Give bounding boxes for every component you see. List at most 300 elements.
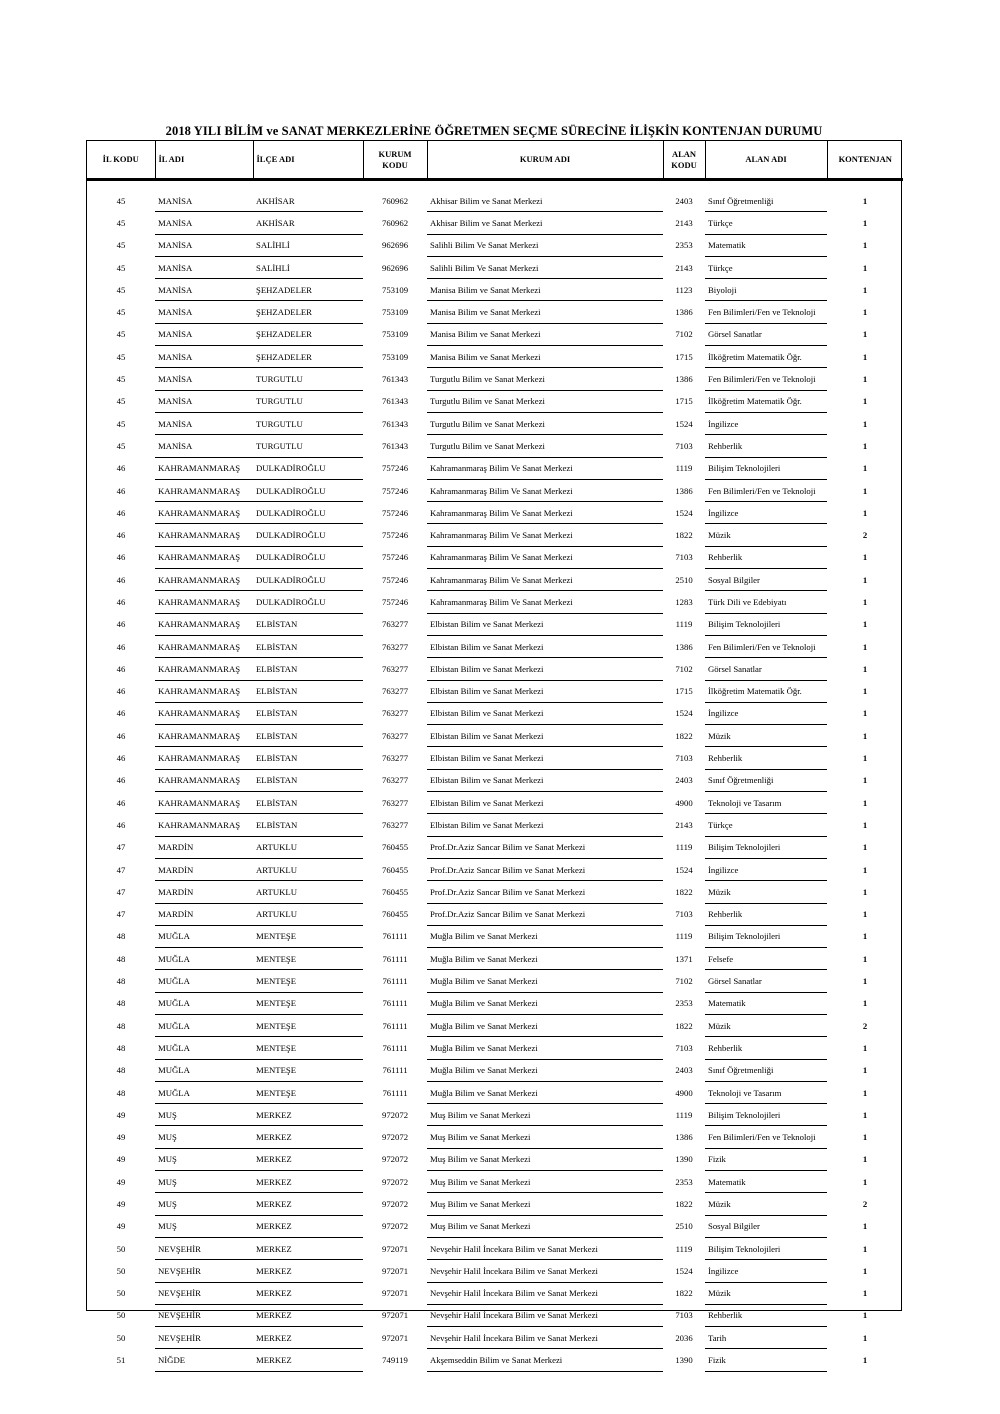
cell-alan-adi: Müzik	[705, 524, 827, 546]
cell-kurum-kodu: 972071	[381, 1265, 409, 1276]
cell-il-adi: KAHRAMANMARAŞ	[155, 457, 253, 479]
cell-ilce-adi: MENTEŞE	[253, 970, 363, 992]
cell-alan-kodu: 1119	[675, 619, 693, 630]
cell-alan-kodu: 1822	[675, 1199, 693, 1209]
cell-il-adi: MUŞ	[155, 1148, 253, 1170]
cell-kontenjan: 1	[862, 775, 868, 786]
cell-alan-kodu: 1119	[675, 842, 693, 853]
cell-kurum-adi: Akhisar Bilim ve Sanat Merkezi	[427, 212, 663, 234]
table-row	[87, 1059, 903, 1081]
cell-kurum-adi: Kahramanmaraş Bilim Ve Sanat Merkezi	[427, 569, 663, 591]
cell-kontenjan: 1	[862, 1310, 868, 1321]
cell-il-adi: MANİSA	[155, 390, 253, 412]
cell-kurum-adi: Muğla Bilim ve Sanat Merkezi	[427, 1014, 663, 1036]
cell-alan-adi: Rehberlik	[705, 435, 827, 457]
cell-il-kodu: 47	[116, 909, 126, 920]
table-row	[87, 725, 903, 747]
cell-il-kodu: 50	[116, 1332, 126, 1343]
table-row	[87, 346, 903, 368]
cell-kontenjan: 1	[862, 284, 868, 295]
cell-il-adi: KAHRAMANMARAŞ	[155, 658, 253, 680]
cell-kurum-adi: Akhisar Bilim ve Sanat Merkezi	[427, 190, 663, 212]
cell-alan-adi: İngilizce	[705, 858, 827, 880]
cell-kurum-kodu: 757246	[381, 463, 409, 474]
cell-ilce-adi: ELBİSTAN	[253, 814, 363, 836]
cell-alan-adi: İngilizce	[705, 702, 827, 724]
cell-kurum-adi: Elbistan Bilim ve Sanat Merkezi	[427, 702, 663, 724]
cell-il-kodu: 46	[116, 574, 126, 585]
table-row	[87, 1081, 903, 1103]
cell-kontenjan: 1	[862, 886, 868, 897]
cell-kurum-adi: Turgutlu Bilim ve Sanat Merkezi	[427, 368, 663, 390]
cell-kontenjan: 1	[862, 262, 868, 273]
cell-kurum-kodu: 763277	[381, 686, 409, 697]
cell-il-adi: KAHRAMANMARAŞ	[155, 569, 253, 591]
cell-il-adi: KAHRAMANMARAŞ	[155, 769, 253, 791]
cell-alan-kodu: 2353	[675, 1176, 693, 1187]
cell-kontenjan: 1	[862, 976, 868, 987]
cell-kurum-kodu: 972072	[381, 1154, 409, 1165]
cell-alan-adi: Fen Bilimleri/Fen ve Teknoloji	[705, 635, 827, 657]
cell-kurum-kodu: 763277	[381, 797, 409, 808]
table-row	[87, 524, 903, 546]
table-row	[87, 368, 903, 390]
cell-il-kodu: 50	[116, 1288, 126, 1299]
table-body	[87, 180, 903, 1372]
cell-ilce-adi: ŞEHZADELER	[253, 279, 363, 301]
cell-ilce-adi: ELBİSTAN	[253, 702, 363, 724]
cell-il-kodu: 45	[116, 284, 126, 295]
table-row	[87, 279, 903, 301]
table-row	[87, 881, 903, 903]
cell-kontenjan: 1	[862, 708, 868, 719]
header-il-kodu: İL KODU	[87, 141, 155, 180]
cell-il-kodu: 45	[116, 374, 126, 385]
header-kurum-adi: KURUM ADI	[427, 141, 663, 180]
cell-kurum-kodu: 972071	[381, 1288, 409, 1299]
cell-kontenjan: 1	[862, 730, 868, 741]
cell-il-kodu: 49	[116, 1176, 126, 1187]
cell-il-adi: KAHRAMANMARAŞ	[155, 635, 253, 657]
cell-ilce-adi: MERKEZ	[253, 1126, 363, 1148]
cell-il-adi: MUĞLA	[155, 1059, 253, 1081]
cell-il-kodu: 46	[116, 507, 126, 518]
cell-kurum-adi: Prof.Dr.Aziz Sancar Bilim ve Sanat Merkezi	[427, 836, 663, 858]
cell-il-adi: KAHRAMANMARAŞ	[155, 479, 253, 501]
cell-kurum-kodu: 761111	[382, 976, 408, 987]
cell-ilce-adi: DULKADİROĞLU	[253, 502, 363, 524]
cell-il-kodu: 50	[116, 1310, 126, 1321]
cell-il-adi: MUĞLA	[155, 925, 253, 947]
cell-kontenjan: 2	[862, 530, 868, 541]
cell-kurum-kodu: 761343	[381, 396, 409, 407]
cell-kontenjan: 2	[862, 1199, 868, 1209]
cell-il-adi: MUŞ	[155, 1104, 253, 1126]
cell-ilce-adi: ARTUKLU	[253, 836, 363, 858]
cell-alan-kodu: 2353	[675, 998, 693, 1009]
cell-alan-kodu: 1386	[675, 374, 693, 385]
cell-il-adi: KAHRAMANMARAŞ	[155, 702, 253, 724]
cell-il-kodu: 45	[116, 440, 126, 451]
cell-ilce-adi: MERKEZ	[253, 1304, 363, 1326]
table-row	[87, 1215, 903, 1237]
cell-kurum-adi: Muğla Bilim ve Sanat Merkezi	[427, 970, 663, 992]
cell-il-adi: NİĞDE	[155, 1349, 253, 1371]
cell-kontenjan: 1	[862, 329, 868, 340]
table-row	[87, 1327, 903, 1349]
cell-kontenjan: 1	[862, 1154, 868, 1165]
cell-kurum-adi: Akşemseddin Bilim ve Sanat Merkezi	[427, 1349, 663, 1371]
cell-kontenjan: 1	[862, 909, 868, 920]
cell-kontenjan: 1	[862, 463, 868, 474]
cell-kurum-adi: Nevşehir Halil İncekara Bilim ve Sanat Merkezi	[427, 1327, 663, 1349]
cell-ilce-adi: ELBİSTAN	[253, 680, 363, 702]
cell-il-adi: MUŞ	[155, 1215, 253, 1237]
cell-alan-kodu: 7103	[675, 440, 693, 451]
cell-kurum-kodu: 763277	[381, 641, 409, 652]
cell-il-adi: KAHRAMANMARAŞ	[155, 591, 253, 613]
cell-kurum-kodu: 760455	[381, 909, 409, 920]
cell-kontenjan: 1	[862, 998, 868, 1009]
cell-kurum-adi: Kahramanmaraş Bilim Ve Sanat Merkezi	[427, 457, 663, 479]
table-row	[87, 680, 903, 702]
table-row	[87, 1282, 903, 1304]
cell-kurum-kodu: 761343	[381, 374, 409, 385]
cell-alan-adi: Felsefe	[705, 948, 827, 970]
cell-ilce-adi: SALİHLİ	[253, 234, 363, 256]
cell-il-adi: MUŞ	[155, 1171, 253, 1193]
table-row	[87, 234, 903, 256]
cell-il-adi: KAHRAMANMARAŞ	[155, 502, 253, 524]
cell-ilce-adi: MENTEŞE	[253, 925, 363, 947]
cell-il-adi: MANİSA	[155, 368, 253, 390]
cell-alan-kodu: 2143	[675, 819, 693, 830]
header-row	[87, 141, 903, 180]
cell-alan-adi: Matematik	[705, 1171, 827, 1193]
cell-alan-adi: Müzik	[705, 1193, 827, 1215]
cell-alan-kodu: 7103	[675, 909, 693, 920]
table-row	[87, 903, 903, 925]
cell-alan-adi: Biyoloji	[705, 279, 827, 301]
cell-alan-kodu: 1390	[675, 1154, 693, 1165]
table-row	[87, 658, 903, 680]
table-row	[87, 390, 903, 412]
cell-kurum-kodu: 962696	[381, 262, 409, 273]
cell-il-kodu: 46	[116, 753, 126, 764]
table-row	[87, 412, 903, 434]
cell-alan-kodu: 1822	[675, 730, 693, 741]
cell-alan-kodu: 4900	[675, 1087, 693, 1098]
cell-ilce-adi: ELBİSTAN	[253, 792, 363, 814]
cell-il-adi: MANİSA	[155, 301, 253, 323]
cell-kontenjan: 1	[862, 663, 868, 674]
cell-kurum-kodu: 761111	[382, 953, 408, 964]
cell-il-kodu: 46	[116, 552, 126, 563]
table-row	[87, 702, 903, 724]
cell-ilce-adi: ŞEHZADELER	[253, 346, 363, 368]
cell-il-adi: MANİSA	[155, 346, 253, 368]
cell-il-kodu: 46	[116, 463, 126, 474]
table-row	[87, 948, 903, 970]
cell-kurum-adi: Muğla Bilim ve Sanat Merkezi	[427, 1037, 663, 1059]
cell-kurum-adi: Turgutlu Bilim ve Sanat Merkezi	[427, 435, 663, 457]
table-row	[87, 457, 903, 479]
cell-alan-adi: İngilizce	[705, 1260, 827, 1282]
cell-kontenjan: 1	[862, 819, 868, 830]
cell-ilce-adi: MENTEŞE	[253, 1014, 363, 1036]
cell-il-adi: MANİSA	[155, 190, 253, 212]
table-row	[87, 836, 903, 858]
cell-il-kodu: 48	[116, 998, 126, 1009]
cell-kurum-kodu: 761111	[382, 1065, 408, 1076]
cell-ilce-adi: ELBİSTAN	[253, 747, 363, 769]
cell-kontenjan: 1	[862, 596, 868, 607]
table-row	[87, 502, 903, 524]
cell-il-kodu: 46	[116, 730, 126, 741]
cell-kurum-kodu: 760962	[381, 217, 409, 228]
cell-kurum-kodu: 760455	[381, 864, 409, 875]
cell-alan-adi: Bilişim Teknolojileri	[705, 925, 827, 947]
cell-kurum-adi: Elbistan Bilim ve Sanat Merkezi	[427, 814, 663, 836]
cell-alan-kodu: 1822	[675, 530, 693, 541]
cell-alan-adi: İngilizce	[705, 502, 827, 524]
cell-kurum-kodu: 972072	[381, 1132, 409, 1143]
cell-kurum-kodu: 972072	[381, 1221, 409, 1232]
cell-il-kodu: 48	[116, 1042, 126, 1053]
table-row	[87, 546, 903, 568]
table-header	[87, 141, 903, 180]
cell-alan-kodu: 7103	[675, 552, 693, 563]
cell-kontenjan: 1	[862, 1243, 868, 1254]
cell-il-kodu: 46	[116, 775, 126, 786]
table-row	[87, 747, 903, 769]
cell-il-kodu: 46	[116, 663, 126, 674]
cell-il-kodu: 46	[116, 619, 126, 630]
cell-alan-kodu: 1386	[675, 485, 693, 496]
cell-kurum-kodu: 757246	[381, 552, 409, 563]
cell-kurum-adi: Manisa Bilim ve Sanat Merkezi	[427, 301, 663, 323]
cell-kontenjan: 1	[862, 1087, 868, 1098]
cell-alan-kodu: 2403	[675, 1065, 693, 1076]
cell-kurum-adi: Elbistan Bilim ve Sanat Merkezi	[427, 613, 663, 635]
cell-il-adi: MUŞ	[155, 1126, 253, 1148]
cell-il-kodu: 48	[116, 976, 126, 987]
cell-kurum-kodu: 972071	[381, 1243, 409, 1254]
cell-alan-adi: Rehberlik	[705, 747, 827, 769]
cell-alan-adi: Görsel Sanatlar	[705, 970, 827, 992]
cell-ilce-adi: ARTUKLU	[253, 881, 363, 903]
table-row	[87, 256, 903, 278]
table-row	[87, 1349, 903, 1371]
cell-alan-adi: İngilizce	[705, 412, 827, 434]
cell-kurum-adi: Muş Bilim ve Sanat Merkezi	[427, 1126, 663, 1148]
cell-kurum-kodu: 757246	[381, 574, 409, 585]
cell-kurum-kodu: 757246	[381, 596, 409, 607]
cell-il-adi: MUĞLA	[155, 1037, 253, 1059]
cell-ilce-adi: MERKEZ	[253, 1193, 363, 1215]
quota-table-frame	[86, 140, 902, 1366]
cell-kurum-kodu: 972072	[381, 1199, 409, 1209]
cell-kontenjan: 1	[862, 931, 868, 942]
cell-kurum-adi: Nevşehir Halil İncekara Bilim ve Sanat Merkezi	[427, 1237, 663, 1259]
header-kontenjan: KONTENJAN	[827, 141, 903, 180]
table-row	[87, 190, 903, 212]
table-row	[87, 1171, 903, 1193]
cell-kurum-adi: Elbistan Bilim ve Sanat Merkezi	[427, 792, 663, 814]
cell-kurum-kodu: 763277	[381, 753, 409, 764]
cell-il-kodu: 49	[116, 1109, 126, 1120]
quota-table	[87, 141, 903, 1372]
cell-il-adi: MARDİN	[155, 836, 253, 858]
cell-kontenjan: 1	[862, 485, 868, 496]
cell-alan-adi: Fen Bilimleri/Fen ve Teknoloji	[705, 368, 827, 390]
cell-alan-kodu: 1119	[675, 463, 693, 474]
cell-alan-adi: Görsel Sanatlar	[705, 658, 827, 680]
cell-kurum-kodu: 761343	[381, 440, 409, 451]
cell-il-kodu: 48	[116, 1065, 126, 1076]
cell-alan-adi: Tarih	[705, 1327, 827, 1349]
cell-kurum-kodu: 763277	[381, 708, 409, 719]
cell-alan-adi: Matematik	[705, 992, 827, 1014]
cell-il-kodu: 46	[116, 819, 126, 830]
cell-alan-adi: İlköğretim Matematik Öğr.	[705, 680, 827, 702]
cell-alan-adi: Sınıf Öğretmenliği	[705, 1059, 827, 1081]
cell-ilce-adi: DULKADİROĞLU	[253, 479, 363, 501]
cell-alan-adi: Rehberlik	[705, 1304, 827, 1326]
cell-kurum-kodu: 760455	[381, 842, 409, 853]
header-alan-adi: ALAN ADI	[705, 141, 827, 180]
cell-alan-adi: Bilişim Teknolojileri	[705, 613, 827, 635]
cell-il-kodu: 46	[116, 641, 126, 652]
cell-kurum-adi: Muş Bilim ve Sanat Merkezi	[427, 1171, 663, 1193]
cell-kontenjan: 1	[862, 240, 868, 251]
cell-il-kodu: 46	[116, 686, 126, 697]
cell-ilce-adi: ELBİSTAN	[253, 613, 363, 635]
cell-kurum-adi: Elbistan Bilim ve Sanat Merkezi	[427, 635, 663, 657]
cell-il-kodu: 45	[116, 418, 126, 429]
cell-kurum-adi: Nevşehir Halil İncekara Bilim ve Sanat Merkezi	[427, 1260, 663, 1282]
cell-il-kodu: 48	[116, 1087, 126, 1098]
cell-kurum-adi: Prof.Dr.Aziz Sancar Bilim ve Sanat Merkezi	[427, 881, 663, 903]
cell-ilce-adi: MERKEZ	[253, 1327, 363, 1349]
cell-il-kodu: 46	[116, 530, 126, 541]
cell-ilce-adi: DULKADİROĞLU	[253, 457, 363, 479]
cell-ilce-adi: AKHİSAR	[253, 212, 363, 234]
table-row	[87, 591, 903, 613]
cell-kurum-kodu: 760455	[381, 886, 409, 897]
cell-kurum-adi: Kahramanmaraş Bilim Ve Sanat Merkezi	[427, 502, 663, 524]
cell-kontenjan: 1	[862, 1355, 868, 1366]
cell-alan-kodu: 7102	[675, 663, 693, 674]
cell-alan-adi: Bilişim Teknolojileri	[705, 836, 827, 858]
cell-kurum-adi: Nevşehir Halil İncekara Bilim ve Sanat Merkezi	[427, 1304, 663, 1326]
header-kurum-kodu-line2: KODU	[382, 159, 408, 170]
cell-il-adi: NEVŞEHİR	[155, 1327, 253, 1349]
cell-kurum-kodu: 972071	[381, 1332, 409, 1343]
cell-il-adi: MANİSA	[155, 323, 253, 345]
cell-kontenjan: 1	[862, 374, 868, 385]
cell-il-adi: KAHRAMANMARAŞ	[155, 613, 253, 635]
table-row	[87, 635, 903, 657]
cell-il-adi: KAHRAMANMARAŞ	[155, 524, 253, 546]
cell-alan-adi: Bilişim Teknolojileri	[705, 457, 827, 479]
cell-alan-adi: Rehberlik	[705, 1037, 827, 1059]
cell-kurum-adi: Muş Bilim ve Sanat Merkezi	[427, 1104, 663, 1126]
cell-alan-kodu: 1822	[675, 1020, 693, 1031]
cell-alan-kodu: 1119	[675, 1243, 693, 1254]
cell-ilce-adi: TURGUTLU	[253, 390, 363, 412]
cell-ilce-adi: DULKADİROĞLU	[253, 546, 363, 568]
cell-il-adi: MUĞLA	[155, 970, 253, 992]
cell-kurum-kodu: 761111	[382, 1020, 408, 1031]
cell-ilce-adi: ELBİSTAN	[253, 635, 363, 657]
cell-kurum-adi: Manisa Bilim ve Sanat Merkezi	[427, 323, 663, 345]
cell-kontenjan: 1	[862, 1288, 868, 1299]
cell-ilce-adi: MENTEŞE	[253, 1059, 363, 1081]
document-title: 2018 YILI BİLİM ve SANAT MERKEZLERİNE ÖĞRETMEN SEÇME SÜRECİNE İLİŞKİN KONTENJAN DURUMU	[165, 124, 823, 138]
cell-kontenjan: 1	[862, 619, 868, 630]
cell-il-kodu: 49	[116, 1199, 126, 1209]
cell-kurum-kodu: 972072	[381, 1109, 409, 1120]
cell-alan-kodu: 1715	[675, 396, 693, 407]
cell-il-adi: KAHRAMANMARAŞ	[155, 747, 253, 769]
cell-il-adi: MARDİN	[155, 881, 253, 903]
table-row	[87, 613, 903, 635]
cell-kontenjan: 1	[862, 1065, 868, 1076]
header-kurum-kodu-line1: KURUM	[378, 148, 412, 159]
cell-kontenjan: 1	[862, 842, 868, 853]
cell-alan-adi: Teknoloji ve Tasarım	[705, 792, 827, 814]
cell-il-kodu: 47	[116, 886, 126, 897]
cell-ilce-adi: DULKADİROĞLU	[253, 524, 363, 546]
cell-kontenjan: 1	[862, 507, 868, 518]
table-row	[87, 1037, 903, 1059]
cell-kontenjan: 2	[862, 1020, 868, 1031]
cell-il-kodu: 49	[116, 1221, 126, 1232]
cell-il-adi: MUŞ	[155, 1193, 253, 1215]
cell-ilce-adi: ELBİSTAN	[253, 658, 363, 680]
cell-il-adi: MUĞLA	[155, 992, 253, 1014]
cell-alan-adi: Türkçe	[705, 212, 827, 234]
cell-il-kodu: 45	[116, 396, 126, 407]
cell-alan-adi: Fizik	[705, 1349, 827, 1371]
cell-kurum-adi: Turgutlu Bilim ve Sanat Merkezi	[427, 390, 663, 412]
cell-il-kodu: 47	[116, 842, 126, 853]
table-row	[87, 212, 903, 234]
cell-ilce-adi: MENTEŞE	[253, 1037, 363, 1059]
cell-kurum-adi: Manisa Bilim ve Sanat Merkezi	[427, 346, 663, 368]
cell-kurum-adi: Elbistan Bilim ve Sanat Merkezi	[427, 769, 663, 791]
cell-kurum-adi: Kahramanmaraş Bilim Ve Sanat Merkezi	[427, 591, 663, 613]
cell-kurum-kodu: 761111	[382, 998, 408, 1009]
cell-kurum-kodu: 972071	[381, 1310, 409, 1321]
cell-ilce-adi: MERKEZ	[253, 1104, 363, 1126]
cell-kontenjan: 1	[862, 440, 868, 451]
cell-il-kodu: 48	[116, 953, 126, 964]
cell-ilce-adi: MERKEZ	[253, 1171, 363, 1193]
table-row	[87, 992, 903, 1014]
cell-ilce-adi: MENTEŞE	[253, 1081, 363, 1103]
cell-alan-kodu: 2403	[675, 195, 693, 206]
cell-kontenjan: 1	[862, 1265, 868, 1276]
cell-alan-kodu: 1386	[675, 307, 693, 318]
table-row	[87, 569, 903, 591]
cell-il-kodu: 45	[116, 307, 126, 318]
cell-alan-kodu: 7102	[675, 976, 693, 987]
cell-kontenjan: 1	[862, 1132, 868, 1143]
cell-kurum-adi: Turgutlu Bilim ve Sanat Merkezi	[427, 412, 663, 434]
cell-kurum-adi: Salihli Bilim Ve Sanat Merkezi	[427, 234, 663, 256]
